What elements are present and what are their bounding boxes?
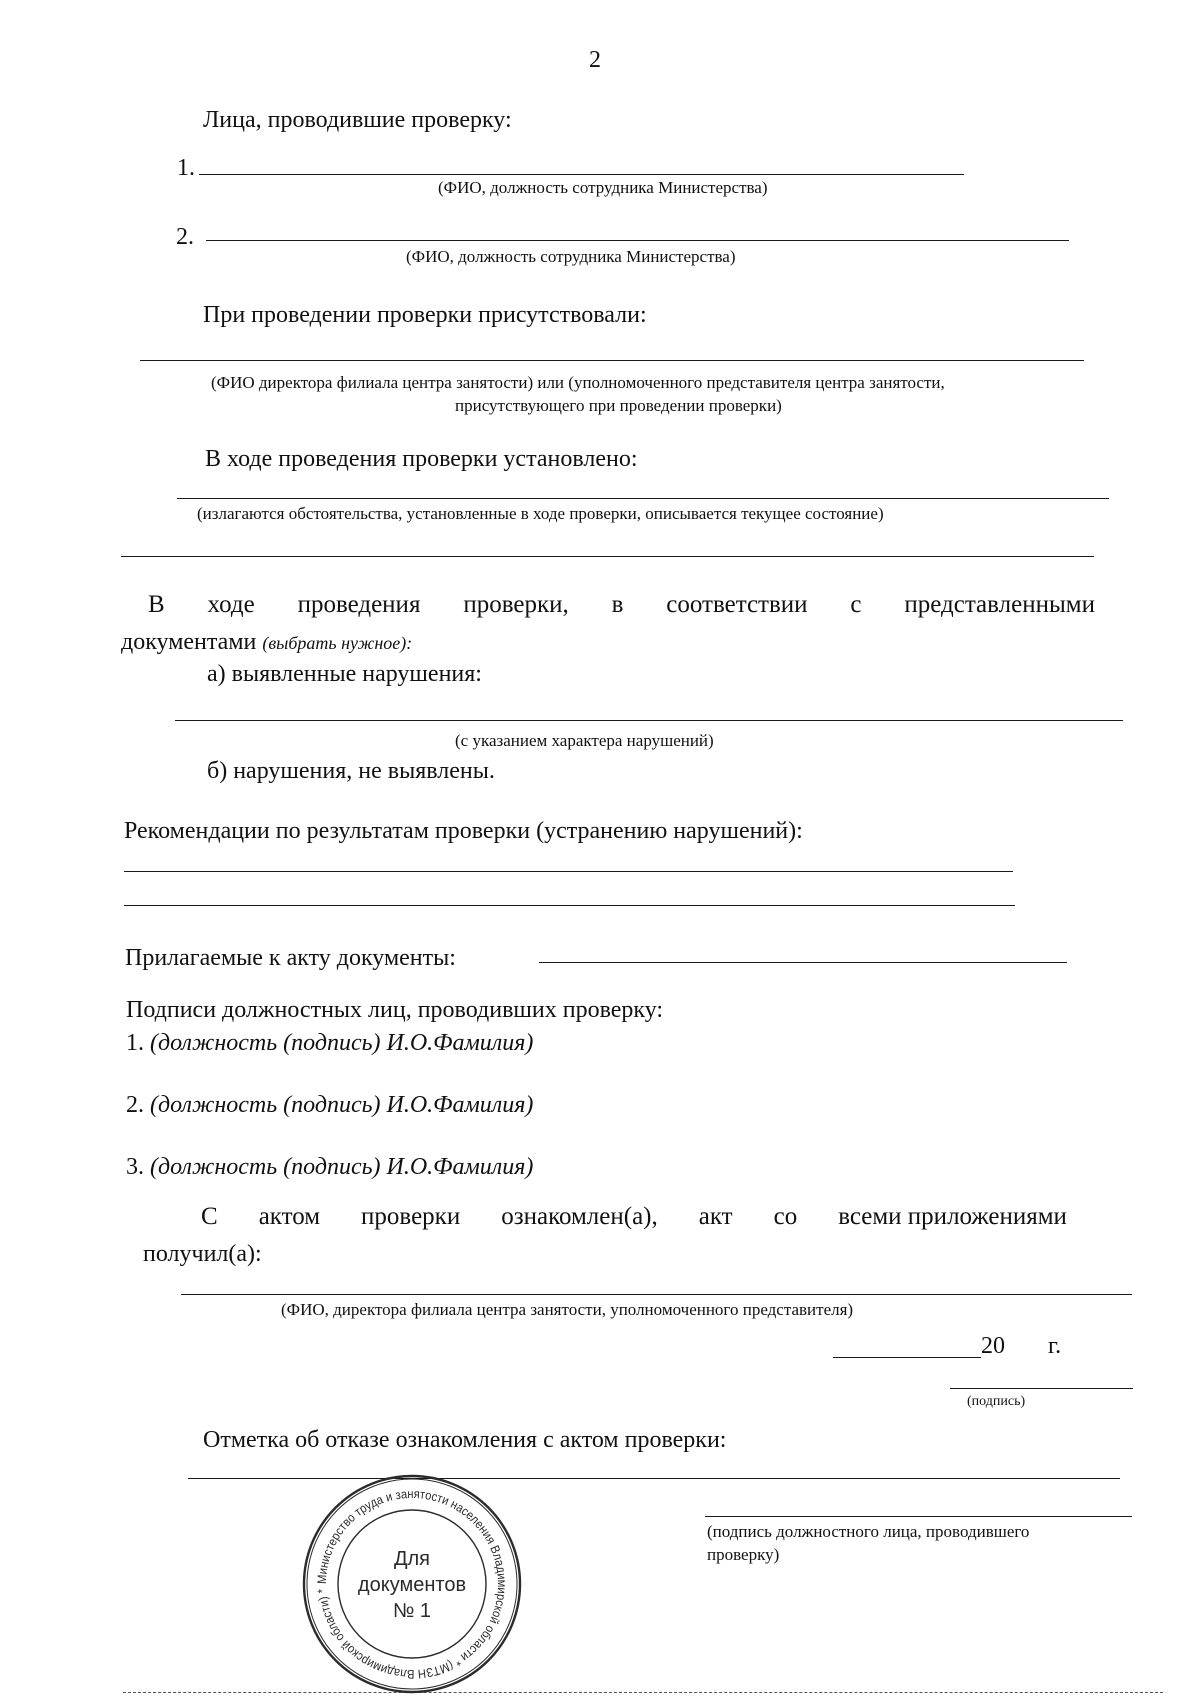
signature-1-number: 1. [126, 1030, 144, 1056]
signature-3-number: 3. [126, 1154, 144, 1180]
option-a-line[interactable] [175, 720, 1123, 721]
inspector-2-caption: (ФИО, должность сотрудника Министерства) [406, 247, 736, 266]
refusal-line-2[interactable] [705, 1516, 1132, 1517]
acquainted-word: С [201, 1203, 218, 1230]
signature-2-number: 2. [126, 1092, 144, 1118]
inspector-2-number: 2. [176, 224, 194, 250]
findings-line-1 [148, 592, 1095, 617]
recommendations-line-1[interactable] [124, 871, 1013, 872]
findings-word: ходе [207, 591, 255, 618]
present-caption-2: присутствующего при проведении проверки) [455, 396, 782, 415]
findings-word: проведения [297, 591, 421, 618]
signature-3-text: (должность (подпись) И.О.Фамилия) [150, 1154, 534, 1180]
established-heading: В ходе проведения проверки установлено: [205, 446, 638, 472]
date-line[interactable] [833, 1357, 981, 1358]
signature-2-text: (должность (подпись) И.О.Фамилия) [150, 1092, 534, 1118]
findings-word: с [850, 591, 862, 618]
date-year: 20 [981, 1333, 1005, 1359]
acquainted-caption: (ФИО, директора филиала центра занятости, уполномоченного представителя) [281, 1300, 854, 1319]
recommendations-line-2[interactable] [124, 905, 1015, 906]
acquainted-word: акт [698, 1203, 733, 1230]
acquainted-word: всеми приложениями [838, 1203, 1067, 1230]
findings-word: В [148, 591, 165, 618]
signatures-heading: Подписи должностных лиц, проводивших проверку: [126, 997, 664, 1023]
present-caption-1: (ФИО директора филиала центра занятости) или (уполномоченного представителя центра занятости, [211, 373, 945, 392]
refusal-caption-2: проверку) [707, 1545, 780, 1564]
inspector-1-number: 1. [177, 155, 195, 181]
acquainted-word: актом [258, 1203, 321, 1230]
findings-word: в [611, 591, 624, 618]
acquainted-line-2: получил(а): [143, 1241, 262, 1267]
findings-word: соответствии [666, 591, 808, 618]
attachments-label: Прилагаемые к акту документы: [125, 945, 456, 971]
findings-documents: документами [121, 629, 257, 655]
stamp-line-1: Для [393, 1548, 431, 1570]
inspector-1-line[interactable] [199, 174, 964, 175]
present-heading: При проведении проверки присутствовали: [203, 302, 647, 328]
findings-word: представленными [904, 591, 1095, 618]
signature-1-text: (должность (подпись) И.О.Фамилия) [150, 1030, 534, 1056]
acquainted-name-line[interactable] [181, 1294, 1132, 1295]
findings-note: (выбрать нужное): [262, 633, 413, 653]
findings-word: проверки, [463, 591, 569, 618]
attachments-line[interactable] [539, 962, 1067, 963]
stamp-seal [297, 1469, 527, 1699]
signature-2 [126, 1093, 533, 1117]
inspector-1-caption: (ФИО, должность сотрудника Министерства) [438, 178, 768, 197]
sign-caption: (подпись) [967, 1394, 1026, 1409]
option-b: б) нарушения, не выявлены. [207, 758, 495, 784]
acquainted-word: со [773, 1203, 798, 1230]
refusal-caption-1: (подпись должностного лица, проводившего [707, 1522, 1030, 1541]
signature-1 [126, 1031, 533, 1055]
established-caption: (излагаются обстоятельства, установленные в ходе проверки, описывается текущее состояние) [197, 504, 884, 523]
inspector-2-line[interactable] [206, 240, 1069, 241]
option-a-caption: (с указанием характера нарушений) [455, 731, 714, 750]
signature-3 [126, 1155, 533, 1179]
stamp-ring-textpath: Министерство труда и занятости населения Владимирской области * (МТЗН Владимирской области) * [314, 1486, 510, 1682]
present-line[interactable] [140, 360, 1084, 361]
bottom-dashed-line [123, 1692, 1163, 1693]
established-line-2[interactable] [121, 556, 1094, 557]
acquainted-line-1 [201, 1204, 1067, 1229]
option-a: а) выявленные нарушения: [207, 661, 482, 687]
established-line-1[interactable] [177, 498, 1109, 499]
date-year-suffix: г. [1048, 1333, 1062, 1359]
stamp-line-3: № 1 [392, 1600, 432, 1622]
acquainted-word: ознакомлен(а), [501, 1203, 658, 1230]
recommendations-heading: Рекомендации по результатам проверки (устранению нарушений): [124, 818, 803, 844]
sign-line[interactable] [950, 1388, 1133, 1389]
stamp-line-2: документов [357, 1574, 467, 1596]
findings-line-2 [121, 630, 412, 654]
page-number: 2 [589, 47, 601, 73]
inspectors-heading: Лица, проводившие проверку: [203, 107, 512, 133]
acquainted-word: проверки [361, 1203, 461, 1230]
refusal-heading: Отметка об отказе ознакомления с актом проверки: [203, 1427, 727, 1453]
